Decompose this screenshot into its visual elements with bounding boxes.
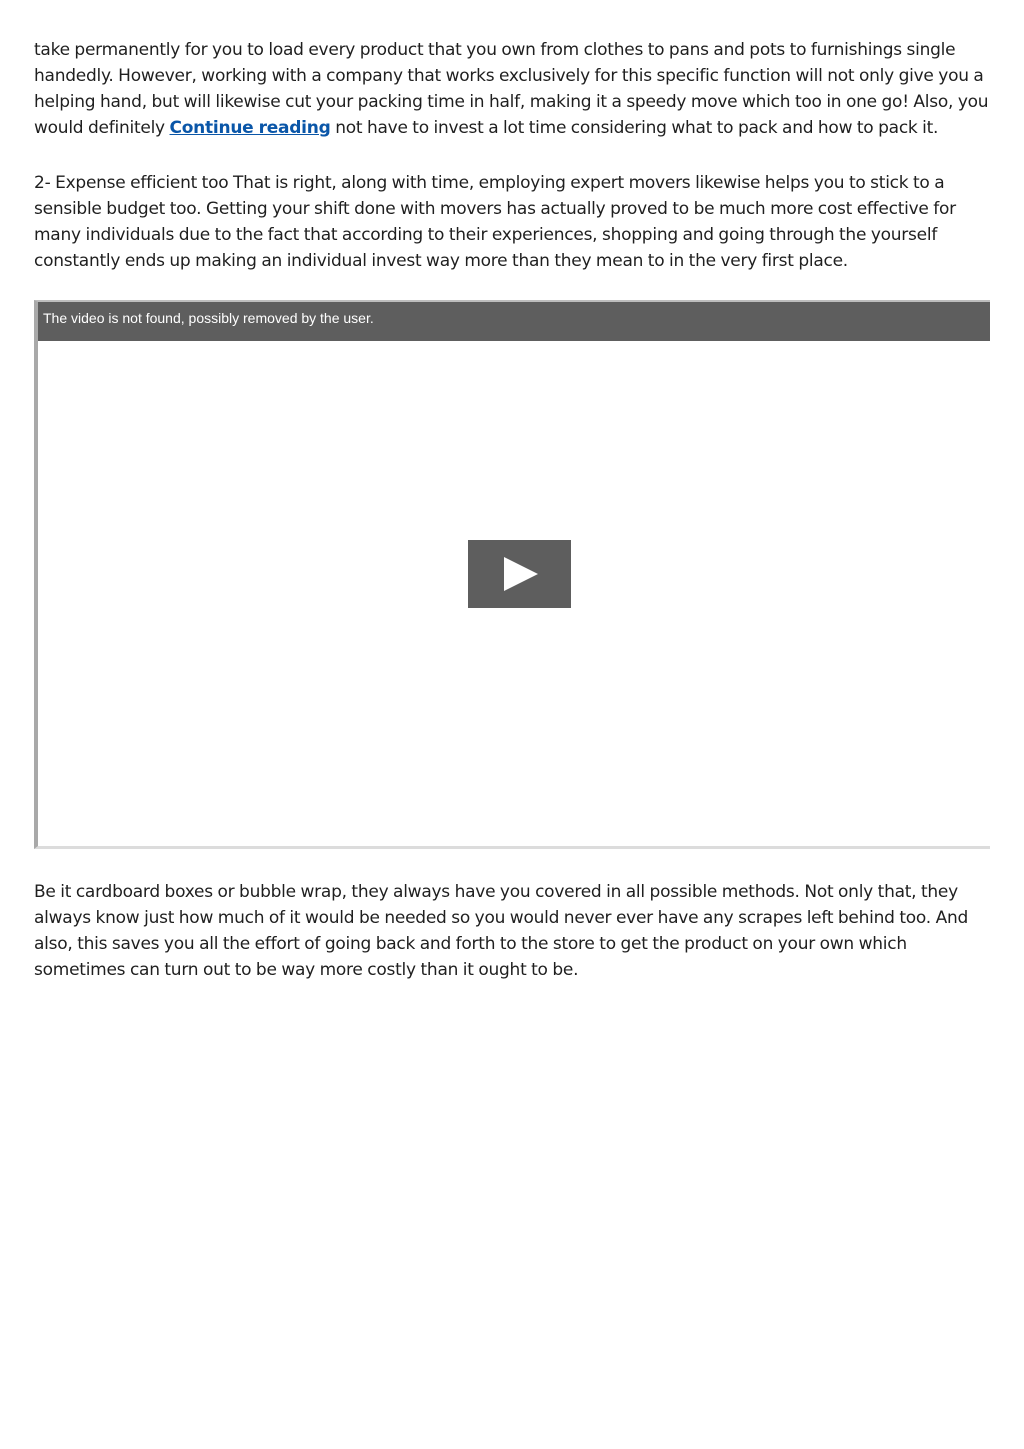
play-button[interactable] xyxy=(468,540,571,608)
article-paragraph-2: 2- Expense efficient too That is right, along with time, employing expert movers likewise helps you to stick to a sensible budget too. Getting your shift done with movers has actually proved to be much more cost effective for many individuals due to the fact that according to their experiences, shopping and going through the yourself constantly ends up making an individual invest way more than they mean to in the very first place. xyxy=(34,173,956,271)
video-error-bar xyxy=(38,302,990,341)
play-icon xyxy=(468,540,571,608)
video-embed[interactable] xyxy=(34,300,990,849)
paragraph-1-text-end: not have to invest a lot time considering what to pack and how to pack it. xyxy=(330,118,939,138)
paragraph-1-text-start: take permanently for you to load every product that you own from clothes to pans and pots to furnishings single handedly. However, working with a company that works exclusively for this specific function will not only give you a helping hand, but will likewise cut your packing time in half, making it a speedy move which too in one go! Also, you would definitely xyxy=(34,40,989,138)
continue-reading-link[interactable]: Continue reading xyxy=(169,118,331,138)
article-paragraph-3: Be it cardboard boxes or bubble wrap, they always have you covered in all possible methods. Not only that, they always know just how much of it would be needed so you would never ever have any scrapes left behind too. And also, this saves you all the effort of going back and forth to the store to get the product on your own which sometimes can turn out to be way more costly than it ought to be. xyxy=(34,882,969,980)
video-error-message: The video is not found, possibly removed by the user. xyxy=(43,310,374,326)
article-paragraph-1 xyxy=(34,37,990,141)
